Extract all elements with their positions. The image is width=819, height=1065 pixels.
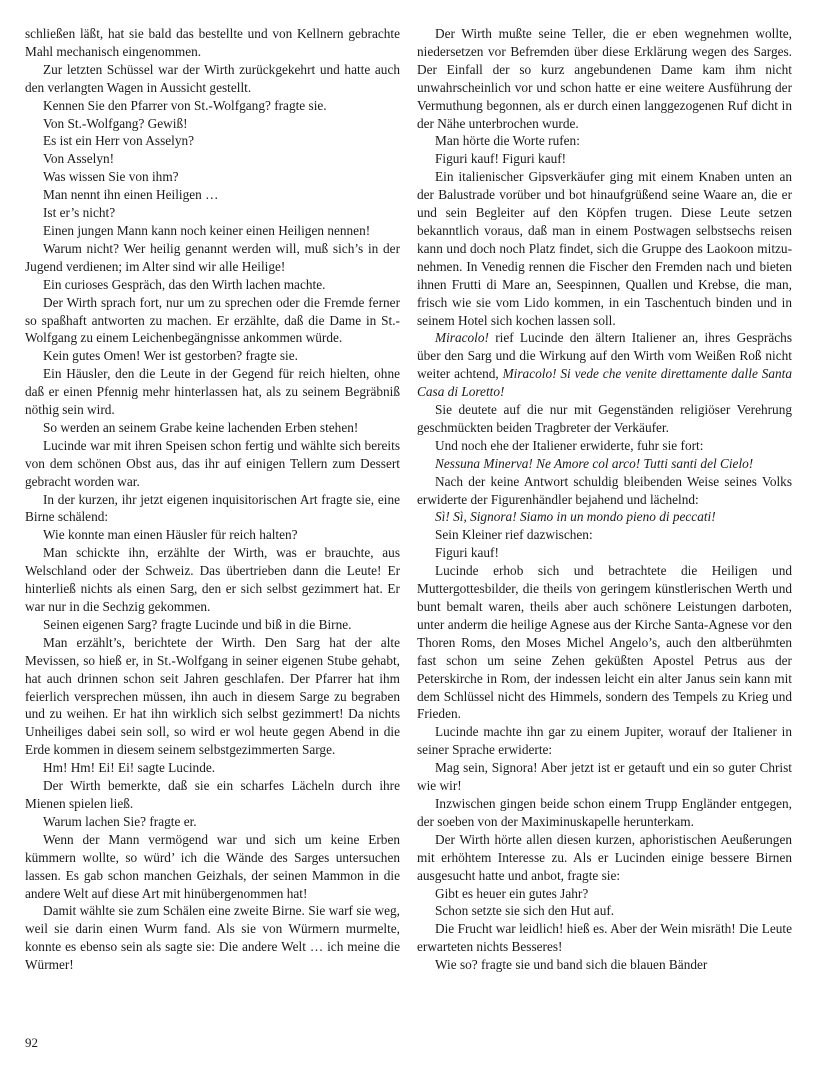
paragraph: Warum lachen Sie? fragte er. xyxy=(43,813,197,829)
paragraph: In der kurzen, ihr jetzt eigenen inquisitorischen Art fragte sie, eine Birne schälend: xyxy=(25,491,400,525)
paragraph: Nessuna Minerva! Ne Amore col arco! Tutti santi del Cielo! xyxy=(435,455,754,471)
paragraph: Sein Kleiner rief dazwischen: xyxy=(435,527,593,543)
paragraph: Warum nicht? Wer heilig genannt werden will, muß sich’s in der Jugend verdienen; im Alter sind wir alle Heilige! xyxy=(25,240,400,274)
paragraph: Wie so? fragte sie und band sich die blauen Bänder xyxy=(435,957,708,973)
paragraph: Man erzählt’s, berichtete der Wirth. Den Sarg hat der alte Mevissen, so hieß er, in St.-Wolfgang in seiner eigenen Stube gehabt, hat auch drinnen schon seit Jahren geschlafen. Der Pfarrer hat ihm feierlich versprechen müssen, ihn auch in diesem Sarge zu begraben und zu weihen. Er hat ihn wirklich sich selbst gezimmert! Da nichts Unheiliges dabei sein soll, so wird er wol heute gegen Abend in die Erde kommen in diesem seinem selbstgezimmerten Sarge. xyxy=(25,634,400,758)
paragraph: Die Frucht war leidlich! hieß es. Aber der Wein misräth! Die Leute erwarteten nichts Besseres! xyxy=(417,921,792,955)
paragraph: Kein gutes Omen! Wer ist gestorben? fragte sie. xyxy=(43,348,298,364)
paragraph: Wenn der Mann vermögend war und sich um keine Erben kümmern wollte, so würd’ ich die Wände des Sarges untersuchen lassen. Es gab schon manchen Geizhals, der seinen Mammon in die andere Welt auf diese Art mit hinübergenommen hat! xyxy=(25,831,400,901)
paragraph: Hm! Hm! Ei! Ei! sagte Lucinde. xyxy=(43,760,216,776)
paragraph: Es ist ein Herr von Asselyn? xyxy=(43,133,195,149)
paragraph: Sie deutete auf die nur mit Gegenständen religiöser Verehrung geschmückten beiden Tragbreter der Verkäufer. xyxy=(417,402,792,435)
right-text-column xyxy=(417,25,792,974)
paragraph: Ein Häusler, den die Leute in der Gegend für reich hielten, ohne daß er einen Pfennig mehr hinterlassen hat, als zu seinem Begräbniß nöthig sein wird. xyxy=(25,366,400,418)
paragraph: Mag sein, Signora! Aber jetzt ist er getauft und ein so guter Christ wie wir! xyxy=(417,760,792,794)
paragraph: Ein italienischer Gipsverkäufer ging mit einem Knaben unten an der Balustrade vorüber und bot hinaufgrüßend seine Waare an, die er und sein Begleiter auf den Köpfen trugen. Diese Leute setzen bekanntlich voraus, daß man in einem Postwagen selbstsechs reisen kann und doch noch Platz findet, sich die Gruppe des Laokoon mitzunehmen. In Venedig rennen die Fischer den Fremden nach und bieten ihnen Frutti di Mare an, Seespinnen, Quallen und Krebse, die man, frisch wie sie vom Lido kommen, in ein Taschentuch binden und in seinem Hotel sich kochen lassen soll. xyxy=(417,169,792,328)
paragraph: Was wissen Sie von ihm? xyxy=(43,169,179,185)
paragraph: Sì! Sì, Signora! Siamo in un mondo pieno di peccati! xyxy=(435,509,716,525)
paragraph: Man schickte ihn, erzählte der Wirth, was er brauchte, aus Welschland oder der Schweiz. Das übertrieben dann die Leute! Er hinterließ nichts als einen Sarg, den er sich selbst gezimmert hat. Er war nur in die Sechzig gekommen. xyxy=(25,545,400,614)
paragraph: Von Asselyn! xyxy=(43,151,115,167)
paragraph: Ein curioses Gespräch, das den Wirth lachen machte. xyxy=(43,276,326,292)
paragraph: Lucinde machte ihn gar zu einem Jupiter, worauf der Italiener in seiner Sprache erwiderte: xyxy=(417,724,792,758)
paragraph: Lucinde war mit ihren Speisen schon fertig und wählte sich bereits von dem schönen Obst aus, das ihr auf einigen Tellern zum Dessert gebracht worden war. xyxy=(25,437,400,489)
paragraph: schließen läßt, hat sie bald das bestellte und von Kellnern gebrachte Mahl mechanisch eingenommen. xyxy=(25,26,400,59)
paragraph: Wie konnte man einen Häusler für reich halten? xyxy=(43,527,298,543)
paragraph: Ist er’s nicht? xyxy=(43,205,116,221)
paragraph: Inzwischen gingen beide schon einem Trupp Engländer entgegen, der soeben von der Maximinuskapelle herunterkam. xyxy=(417,795,792,829)
left-text-column xyxy=(25,25,400,974)
paragraph: Man hörte die Worte rufen: xyxy=(435,133,580,149)
page-number: 92 xyxy=(25,1035,38,1050)
paragraph: Von St.-Wolfgang? Gewiß! xyxy=(43,115,188,131)
paragraph: Der Wirth bemerkte, daß sie ein scharfes Lächeln durch ihre Mienen spielen ließ. xyxy=(25,778,400,811)
paragraph: Lucinde erhob sich und betrachtete die Heiligen und Muttergottesbilder, die theils von geringem künstlerischen Werth und bunt bemalt waren, theils aber auch schönere Leistungen darboten, unter anderm die heilige Agnese aus der Kirche Santa-Agnese vor den Thoren Roms, den Moses Michel Angelo’s, auch den altberühmten fast schon um seine Zehen geküßten Apostel Petrus aus der Peterskirche in Rom, der indessen leicht ein alter Janus sein kann mit dem Schlüssel nicht des Himmels, sondern des Tempels zu Krieg und Frieden. xyxy=(417,563,792,722)
paragraph: Und noch ehe der Italiener erwiderte, fuhr sie fort: xyxy=(435,437,704,453)
paragraph: Der Wirth sprach fort, nur um zu sprechen oder die Fremde ferner so spaßhaft antworten zu machen. Er erzählte, daß die Dame in St.-Wolfgang zu einem Leichenbegängnisse ankommen würde. xyxy=(25,294,400,346)
paragraph: Zur letzten Schüssel war der Wirth zurückgekehrt und hatte auch den verlangten Wagen in Aussicht gestellt. xyxy=(25,61,400,95)
paragraph: Nach der keine Antwort schuldig bleibenden Weise seines Volks erwiderte der Figurenhändler bejahend und lächelnd: xyxy=(417,473,792,507)
paragraph: Kennen Sie den Pfarrer von St.-Wolfgang? fragte sie. xyxy=(43,97,327,113)
paragraph: Miracolo! rief Lucinde den ältern Italiener an, ihres Gesprächs über den Sarg und die Wirkung auf den Wirth vom Weißen Roß nicht weiter achtend, Miracolo! Si vede che venite direttamente dalle Santa Casa di Loretto! xyxy=(417,330,792,400)
paragraph: Damit wählte sie zum Schälen eine zweite Birne. Sie warf sie weg, weil sie darin einen Wurm fand. Als sie von Würmern murmelte, konnte es ebenso sein als sagte sie: Die andere Welt … ich meine die Würmer! xyxy=(25,903,400,973)
paragraph: Figuri kauf! Figuri kauf! xyxy=(435,151,567,167)
paragraph: Figuri kauf! xyxy=(435,545,499,561)
paragraph: Der Wirth hörte allen diesen kurzen, aphoristischen Aeußerungen mit erhöhtem Interesse zu. Als er Lucinden einige bessere Birnen ausgesucht hatte und anbot, fragte sie: xyxy=(417,831,792,883)
paragraph: Der Wirth mußte seine Teller, die er eben wegnehmen wollte, niedersetzen vor Befremden über diese Erklärung wegen des Sarges. Der Einfall der so kurz angebundenen Dame kam ihm nicht unwahrscheinlich vor und schon hatte er eine weitere Ausführung der Vermuthung begonnen, als er durch einen langgezogenen Ruf dicht in der Nähe unterbrochen wurde. xyxy=(417,26,792,131)
paragraph: Einen jungen Mann kann noch keiner einen Heiligen nennen! xyxy=(43,222,371,238)
paragraph: Gibt es heuer ein gutes Jahr? xyxy=(435,885,589,901)
paragraph: Schon setzte sie sich den Hut auf. xyxy=(435,903,615,919)
paragraph: So werden an seinem Grabe keine lachenden Erben stehen! xyxy=(43,419,359,435)
paragraph: Seinen eigenen Sarg? fragte Lucinde und biß in die Birne. xyxy=(43,616,352,632)
paragraph: Man nennt ihn einen Heiligen … xyxy=(43,187,219,203)
